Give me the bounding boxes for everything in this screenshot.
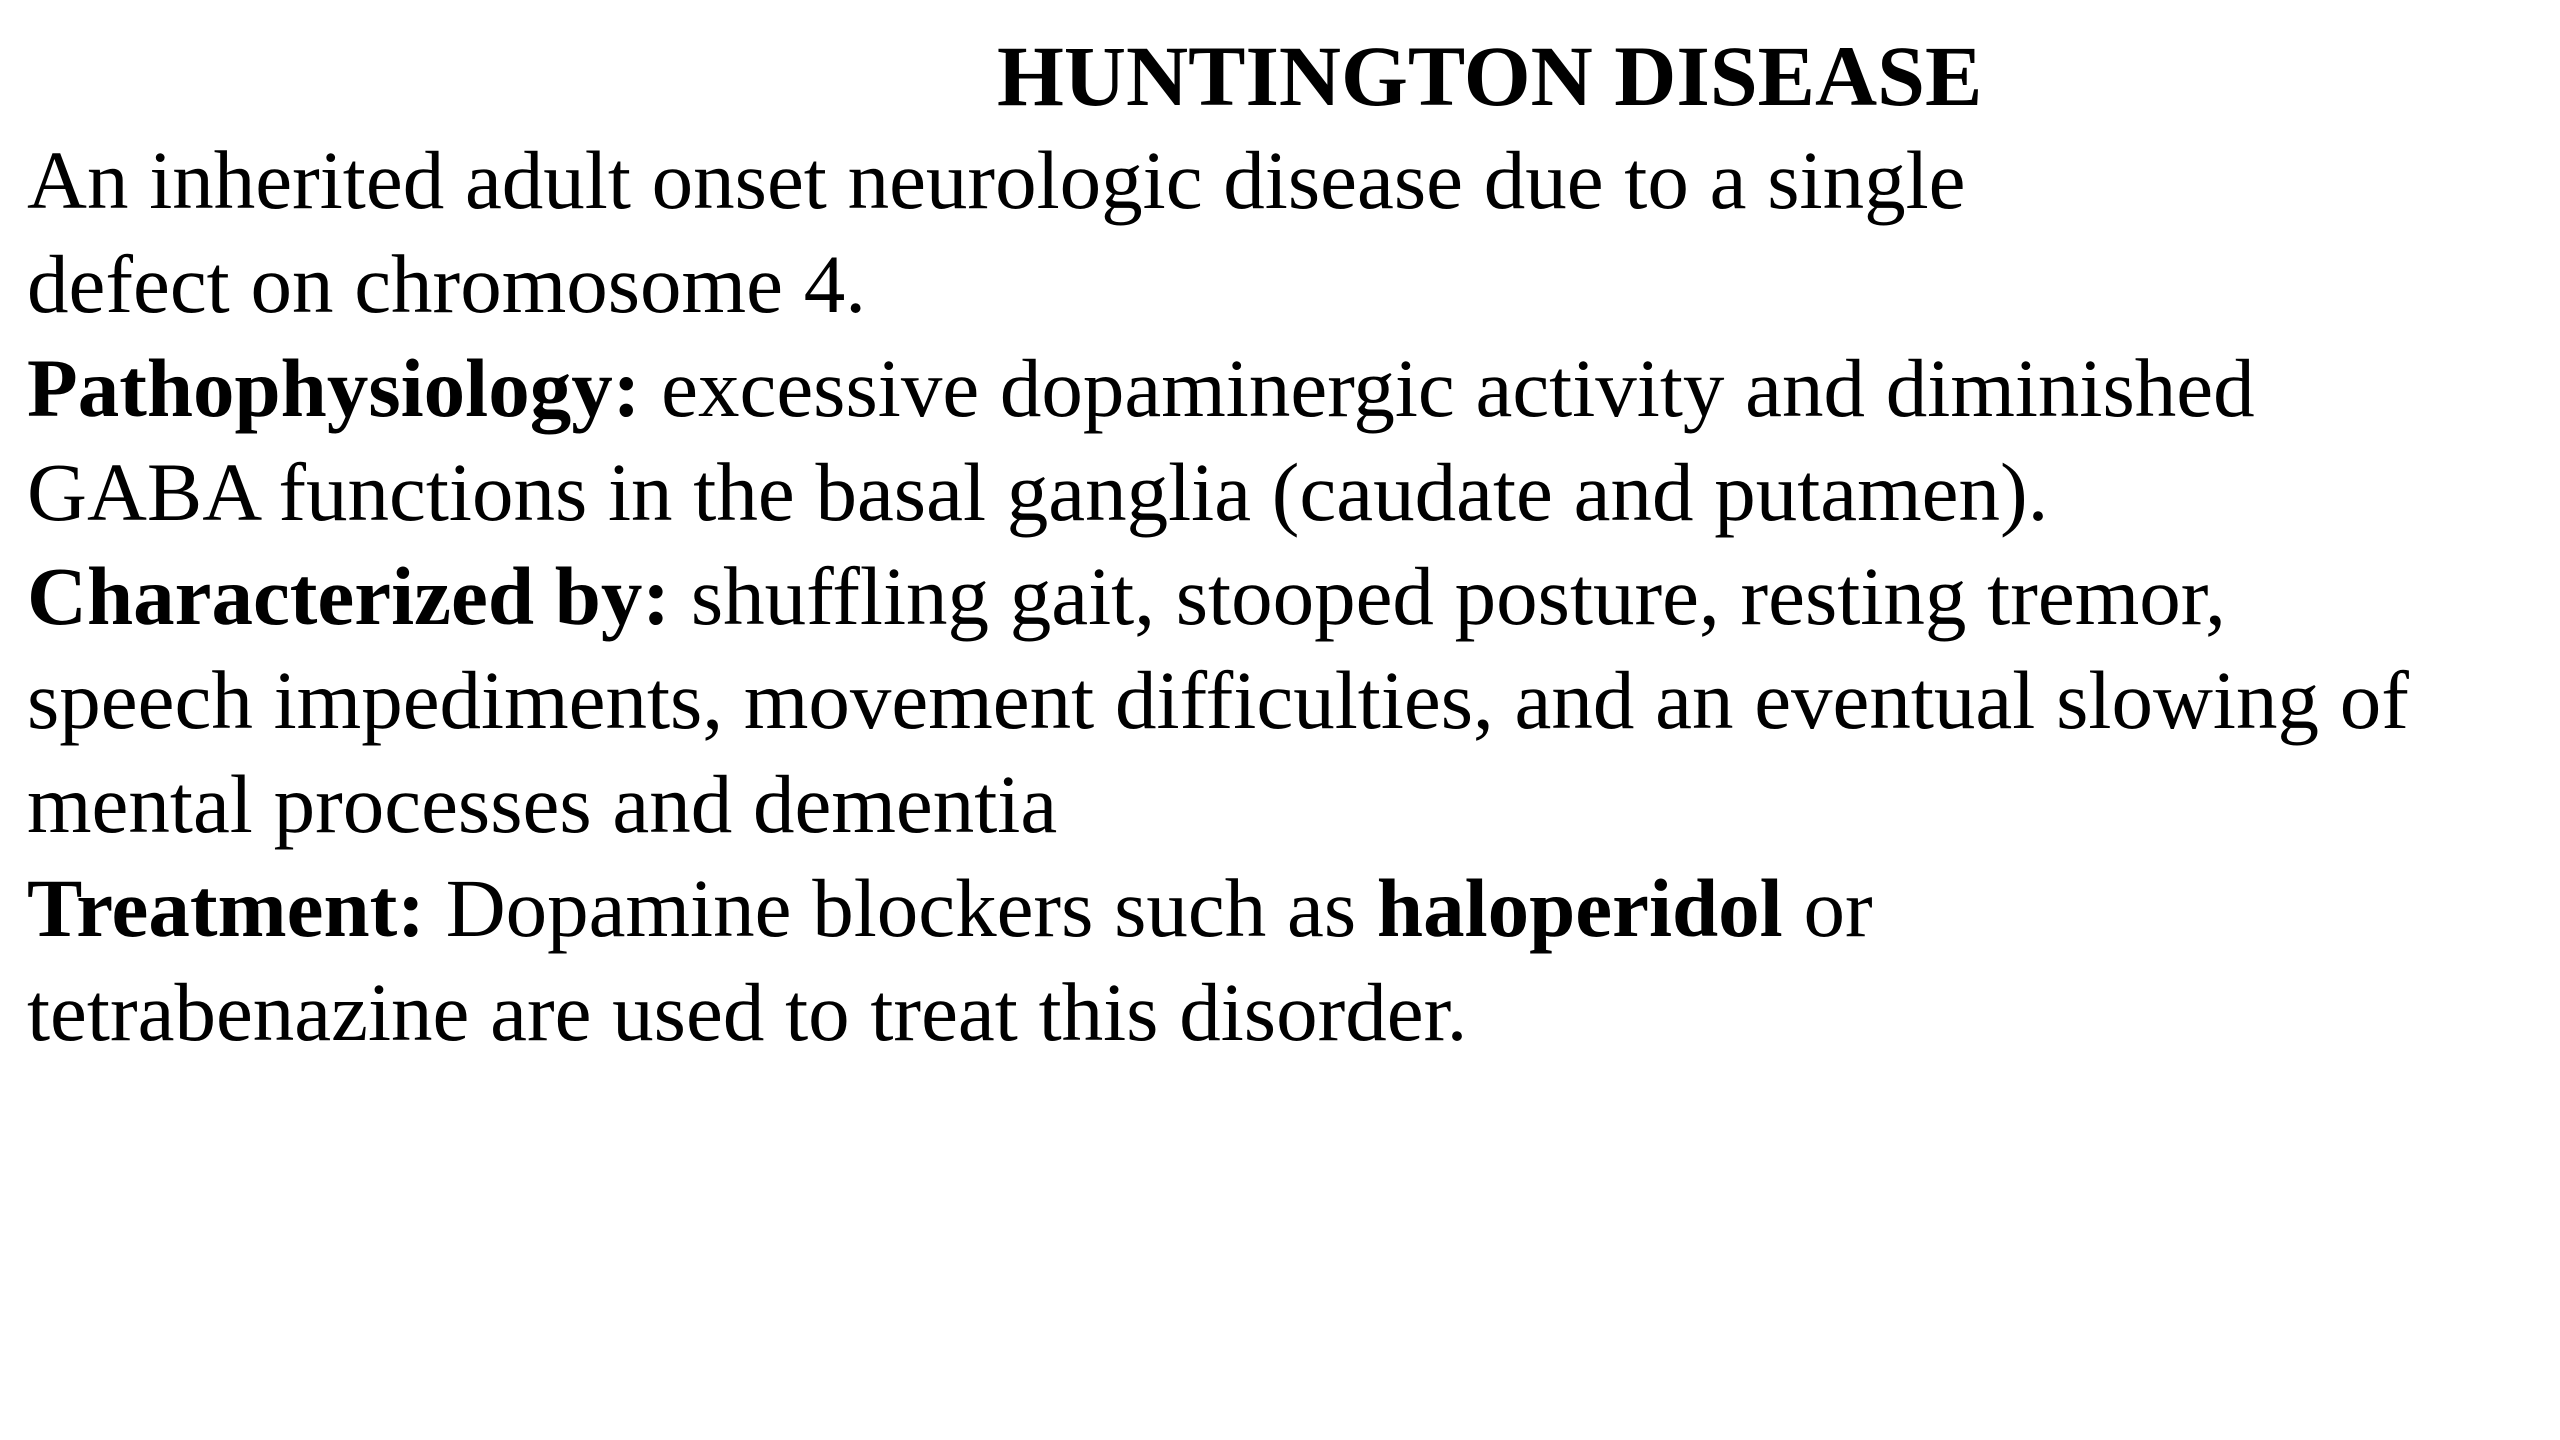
treatment-text-1: Dopamine blockers such as bbox=[424, 862, 1377, 954]
pathophysiology-text: excessive dopaminergic activity and diminished bbox=[640, 342, 2255, 434]
characterized-text: shuffling gait, stooped posture, resting tremor, bbox=[670, 550, 2226, 642]
treatment-label: Treatment: bbox=[27, 862, 425, 954]
characterized-label: Characterized by: bbox=[27, 550, 671, 642]
intro-line-1: An inherited adult onset neurologic disease due to a single bbox=[27, 134, 1966, 226]
treatment-text-2: or bbox=[1782, 862, 1873, 954]
characterized-line-1 bbox=[27, 544, 2547, 648]
treatment-line-1 bbox=[27, 856, 2547, 960]
characterized-line-2: speech impediments, movement difficulties, and an eventual slowing of bbox=[27, 654, 2409, 746]
slide-title: HUNTINGTON DISEASE bbox=[997, 28, 1983, 124]
intro-line-2: defect on chromosome 4. bbox=[27, 238, 866, 330]
pathophysiology-line-1 bbox=[27, 336, 2547, 440]
pathophysiology-label: Pathophysiology: bbox=[27, 342, 641, 434]
characterized-line-3: mental processes and dementia bbox=[27, 758, 1058, 850]
pathophysiology-line-2: GABA functions in the basal ganglia (caudate and putamen). bbox=[27, 446, 2049, 538]
treatment-drug: haloperidol bbox=[1376, 862, 1783, 954]
slide-body bbox=[27, 128, 2547, 1064]
treatment-line-2: tetrabenazine are used to treat this disorder. bbox=[27, 966, 1468, 1058]
